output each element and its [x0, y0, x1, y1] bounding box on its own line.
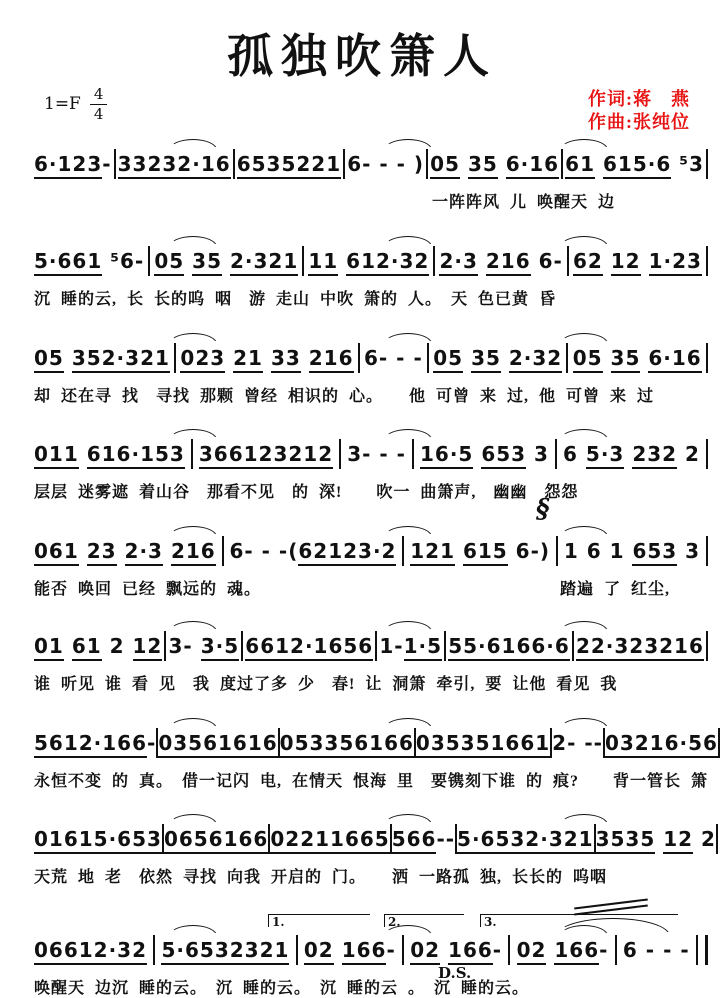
- slur-arc: [384, 139, 432, 150]
- lyric-segment: 层层 迷雾遮 着山谷 那看不见 的 深! 吹一 曲箫声, 幽幽 怨怨: [34, 484, 579, 501]
- barline: [191, 439, 193, 469]
- lyrics-line: [34, 975, 708, 998]
- measure: 6612·1656: [245, 634, 373, 658]
- measure: 053356166: [280, 731, 414, 755]
- measure: 22·323216: [576, 634, 704, 658]
- measure: 01615·653: [34, 827, 162, 851]
- music-system: [34, 340, 708, 406]
- lyrics-line: [34, 768, 708, 791]
- barline: [706, 439, 708, 469]
- measure: 1 6 1 653 3: [564, 539, 700, 563]
- meter-numerator: 4: [90, 86, 108, 105]
- music-system: [34, 628, 708, 694]
- slur-arc: [169, 621, 217, 632]
- slur-arc: [560, 429, 608, 440]
- barline: [427, 343, 429, 373]
- measure: 121 615 6-): [410, 539, 550, 563]
- music-system: [34, 533, 708, 599]
- measure: 6·123-: [34, 152, 112, 176]
- credits: [588, 88, 690, 133]
- notation-line: [34, 243, 708, 279]
- barline: [706, 631, 708, 661]
- measure: 061 23 2·3 216: [34, 539, 216, 563]
- slur-arc: [384, 333, 432, 344]
- barline: [358, 343, 360, 373]
- measure: 3- 3·5: [169, 634, 240, 658]
- volta-label: 3.: [484, 915, 497, 929]
- slur-arc: [560, 814, 608, 825]
- slur-arc: [560, 621, 608, 632]
- barline: [706, 149, 708, 179]
- slur-arc: [384, 429, 432, 440]
- slur-arc: [169, 429, 217, 440]
- barline: [561, 149, 563, 179]
- ds-mark: D.S.: [438, 964, 472, 982]
- music-system: [34, 436, 708, 502]
- barline: [114, 149, 116, 179]
- notation-line: [34, 533, 708, 569]
- barline: [718, 728, 720, 758]
- lyrics-line: [34, 576, 708, 599]
- notation-line: [34, 725, 718, 761]
- lyrics-line: [34, 286, 708, 309]
- measure: 05 35 2·32: [433, 346, 562, 370]
- measure: 023 21 33 216: [180, 346, 353, 370]
- slur-arc: [169, 236, 217, 247]
- measure: 5·661 ⁵6-: [34, 249, 144, 273]
- measure: 2- --: [552, 731, 603, 755]
- measure: 5·6532321: [161, 938, 289, 962]
- barline: [302, 246, 304, 276]
- barline: [555, 439, 557, 469]
- barline: [572, 631, 574, 661]
- slur-arc: [560, 333, 608, 344]
- slur-arc: [560, 526, 608, 537]
- measure: 3535 12 2: [596, 827, 716, 851]
- barline: [375, 631, 377, 661]
- time-signature: [90, 86, 108, 122]
- lyric-segment: 却 还在寻 找 寻找 那颗 曾经 相识的 心。 他 可曾 来 过, 他 可曾 来 过: [34, 388, 655, 405]
- lyrics-line: [34, 479, 708, 502]
- measure: 6- - - ): [347, 152, 425, 176]
- lyrics-line: [34, 864, 708, 887]
- measure: 62 12 1·23: [573, 249, 702, 273]
- barline: [615, 935, 617, 965]
- barline: [343, 149, 345, 179]
- meter-denominator: 4: [93, 104, 104, 123]
- barline: [233, 149, 235, 179]
- music-system: [34, 146, 708, 212]
- measure: 1-1·5: [379, 634, 442, 658]
- lyric-segment: 永恒不变 的 真。 借一记闪 电, 在情天 恨海 里 要镌刻下谁 的 痕? 背一管长 箫: [34, 773, 709, 790]
- barline: [566, 343, 568, 373]
- measure: 16·5 653 3: [420, 442, 549, 466]
- notation-line: [34, 932, 708, 968]
- measure: 05 35 6·16: [573, 346, 702, 370]
- barline: [241, 631, 243, 661]
- measure: 6 - - -: [622, 938, 690, 962]
- barline: [164, 631, 166, 661]
- measure: 6- - -(62123·2: [229, 539, 396, 563]
- measure: 5·6532·321: [457, 827, 594, 851]
- barline: [508, 935, 510, 965]
- slur-arc: [560, 718, 608, 729]
- measure: 3- - -: [347, 442, 406, 466]
- final-double-barline: [696, 935, 708, 965]
- slur-arc: [560, 236, 608, 247]
- caesura-mark: [574, 898, 648, 909]
- measure: 566--: [392, 827, 455, 851]
- slur-arc: [169, 139, 217, 150]
- lyric-segment: 沉 睡的云, 长 长的呜 咽 游 走山 中吹 箫的 人。 天 色已黄 昏: [34, 291, 557, 308]
- notation-line: [34, 628, 708, 664]
- measure: 02211665: [270, 827, 389, 851]
- measure: 61 615·6 ⁵3: [565, 152, 704, 176]
- lyric-segment: 谁 听见 谁 看 见 我 度过了多 少 春! 让 洞箫 牵引, 要 让他 看见 我: [34, 676, 618, 693]
- barline: [148, 246, 150, 276]
- slur-arc: [169, 814, 217, 825]
- measure: 33232·16: [118, 152, 231, 176]
- barline: [556, 536, 558, 566]
- composer-credit: 作曲:张纯位: [588, 111, 690, 132]
- notation-line: [34, 436, 708, 472]
- measure: 5612·166-: [34, 731, 156, 755]
- slur-arc: [169, 925, 217, 936]
- barline: [402, 935, 404, 965]
- notation-line: [34, 821, 716, 857]
- slur-arc: [560, 139, 608, 150]
- slur-arc: [384, 236, 432, 247]
- measure: 05 352·321: [34, 346, 170, 370]
- lyrics-line: [34, 671, 708, 694]
- volta-bracket-1: [268, 914, 370, 927]
- lyric-segment: 踏遍 了 红尘,: [559, 581, 670, 598]
- barline: [716, 824, 718, 854]
- lyricist-credit: 作词:蒋 燕: [588, 89, 690, 109]
- measure: 366123212: [199, 442, 333, 466]
- slur-arc: [384, 814, 432, 825]
- barline: [706, 343, 708, 373]
- lyric-segment: 唤醒天 边沉 睡的云。 沉 睡的云。 沉 睡的云 。 沉 睡的云。: [34, 980, 530, 997]
- barline: [402, 536, 404, 566]
- barline: [567, 246, 569, 276]
- measure: 55·6166·6: [448, 634, 570, 658]
- slur-arc: [384, 526, 432, 537]
- measure: 0656166: [164, 827, 268, 851]
- barline: [426, 149, 428, 179]
- measure: 035351661: [416, 731, 550, 755]
- barline: [153, 935, 155, 965]
- notation-line: [34, 340, 708, 376]
- slur-arc: [169, 333, 217, 344]
- music-system: [34, 243, 708, 309]
- barline: [433, 246, 435, 276]
- barline: [706, 536, 708, 566]
- barline: [444, 631, 446, 661]
- lyric-segment: 一阵阵风 儿 唤醒天 边: [432, 194, 616, 211]
- measure: 6 5·3 232 2: [563, 442, 700, 466]
- measure: 6535221: [237, 152, 341, 176]
- measure: 02 166-: [517, 938, 609, 962]
- slur-arc: [169, 718, 217, 729]
- barline: [412, 439, 414, 469]
- barline: [706, 246, 708, 276]
- volta-label: 1.: [272, 915, 285, 929]
- slur-arc: [384, 718, 432, 729]
- measure: 011 616·153: [34, 442, 185, 466]
- measure: 6- - -: [364, 346, 423, 370]
- song-title: 孤独吹箫人: [227, 29, 497, 83]
- lyric-segment: 能否 唤回 已经 飘远的 魂。: [34, 581, 262, 598]
- tonality: 1=F: [44, 94, 81, 114]
- music-system: [34, 821, 716, 887]
- barline: [339, 439, 341, 469]
- measure: 02 166-: [304, 938, 396, 962]
- music-system: [34, 932, 708, 998]
- measure: 03561616: [158, 731, 277, 755]
- measure: 2·3 216 6-: [439, 249, 562, 273]
- slur-arc: [169, 526, 217, 537]
- measure: 05 35 6·16: [430, 152, 559, 176]
- measure: 05 35 2·321: [154, 249, 298, 273]
- measure: 11 612·32: [308, 249, 429, 273]
- music-system: [34, 725, 718, 791]
- key-signature: [44, 86, 107, 122]
- measure: 06612·32: [34, 938, 147, 962]
- measure: 01 61 2 12: [34, 634, 162, 658]
- lyrics-line: [34, 383, 708, 406]
- lyrics-line: [34, 189, 708, 212]
- lyric-segment: 天荒 地 老 依然 寻找 向我 开启的 门。 洒 一路孤 独, 长长的 呜咽: [34, 869, 608, 886]
- measure: 02 166-: [410, 938, 502, 962]
- barline: [222, 536, 224, 566]
- notation-line: [34, 146, 708, 182]
- segno-icon: §: [536, 494, 550, 524]
- volta-bracket-2: [384, 914, 464, 927]
- barline: [174, 343, 176, 373]
- slur-arc: [384, 621, 432, 632]
- volta-label: 2.: [388, 915, 401, 929]
- measure: 03216·56: [605, 731, 718, 755]
- barline: [296, 935, 298, 965]
